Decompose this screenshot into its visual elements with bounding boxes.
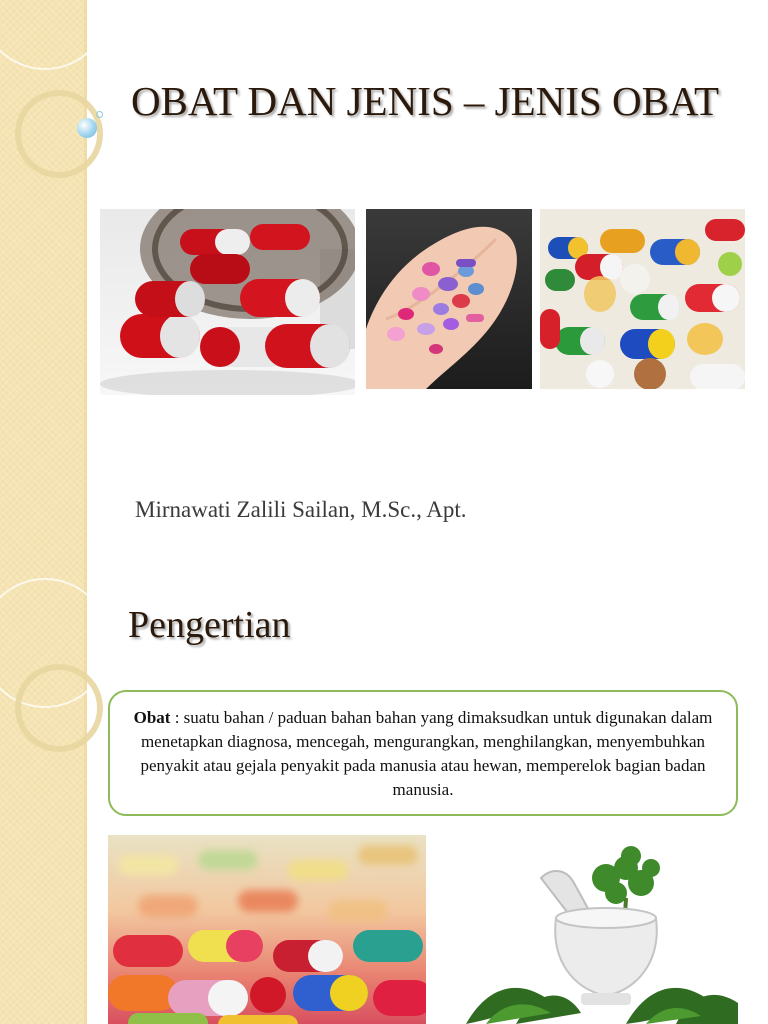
decorative-circle (15, 664, 103, 752)
sidebar-edge (84, 0, 87, 578)
mortar-and-pestle-with-herbs-icon (456, 838, 738, 1024)
colorful-capsules-photo (540, 209, 745, 389)
section-heading: Pengertian (128, 604, 291, 646)
hand-holding-pills-icon (366, 209, 532, 389)
definition-box (108, 690, 738, 816)
decorative-small-circle (96, 111, 103, 118)
decorative-circle (0, 0, 110, 70)
colorful-capsules-and-pills-icon (540, 209, 745, 389)
blurred-capsules-photo (108, 835, 426, 1024)
definition-text: : suatu bahan / paduan bahan bahan yang dimaksudkan untuk digunakan dalam menetapkan diagnosa, mencegah, mengurangkan, menghilangkan, menyembuhkan penyakit atau gejala penyakit pada manusia atau hewan, memperelok bagian badan manusia. (140, 708, 713, 799)
author-name: Mirnawati Zalili Sailan, M.Sc., Apt. (135, 497, 467, 522)
decorative-sidebar (0, 0, 84, 578)
decorative-blue-bubble (77, 118, 97, 138)
definition-term: Obat (133, 708, 171, 727)
blurred-capsules-icon (108, 835, 426, 1024)
capsules-spilling-from-jar-icon (100, 209, 355, 395)
hand-pills-photo (366, 209, 532, 389)
slide-title: OBAT DAN JENIS – JENIS OBAT (130, 78, 720, 124)
capsules-jar-photo (100, 209, 355, 395)
mortar-herbs-photo (456, 838, 738, 1024)
